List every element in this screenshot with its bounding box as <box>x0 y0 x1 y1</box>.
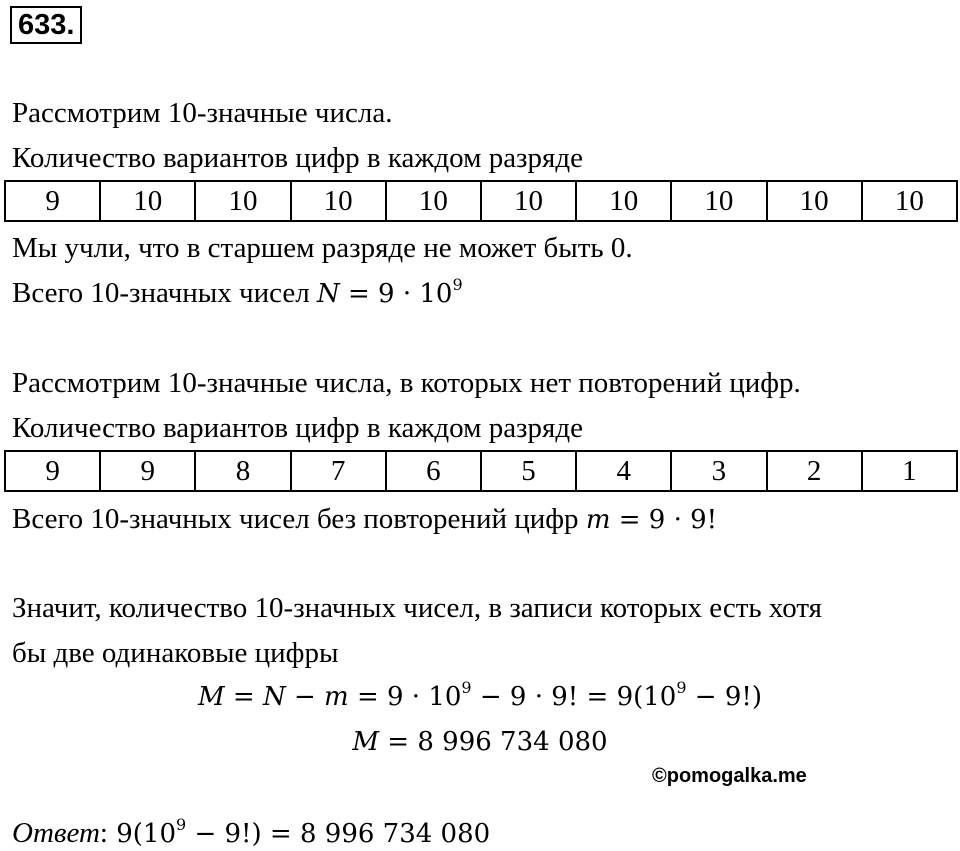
table-cell: 5 <box>481 451 576 491</box>
conclusion-line1: Значит, количество 10-значных чисел, в записи которых есть хотя <box>12 592 822 624</box>
section2-total-text: Всего 10-значных чисел без повторений цифр <box>12 503 579 535</box>
exponent: 9 <box>176 815 187 834</box>
formula-text: = 9 · 9! <box>610 505 718 535</box>
table-cell: 2 <box>767 451 862 491</box>
section1-total-text: Всего 10-значных чисел <box>12 277 310 309</box>
formula-text: = 9 · 10 <box>339 279 453 309</box>
section1-note: Мы учли, что в старшем разряде не может быть 0. <box>12 232 633 264</box>
formula-text: − 9 · 9! = 9(10 <box>471 682 677 712</box>
table-cell: 10 <box>671 181 766 221</box>
table-cell: 1 <box>862 451 957 491</box>
formula-text: = <box>224 682 263 712</box>
formula-text: − <box>285 682 325 712</box>
var-N: N <box>316 279 340 309</box>
answer-label: Ответ <box>12 817 100 849</box>
table-cell: 4 <box>576 451 671 491</box>
table-cell: 6 <box>386 451 481 491</box>
table-cell: 9 <box>5 451 100 491</box>
table-cell: 3 <box>671 451 766 491</box>
section1-intro: Рассмотрим 10-значные числа. <box>12 97 393 129</box>
table-cell: 8 <box>195 451 290 491</box>
table-cell: 10 <box>100 181 195 221</box>
section1-digits-table <box>4 180 958 222</box>
section2-intro: Рассмотрим 10-значные числа, в которых нет повторений цифр. <box>12 367 801 399</box>
exponent: 9 <box>676 678 687 697</box>
table-cell: 9 <box>100 451 195 491</box>
var-N: N <box>262 682 286 712</box>
answer-colon: : <box>99 817 108 849</box>
equation-1 <box>0 680 960 714</box>
formula-text: − 9!) = 8 996 734 080 <box>186 819 491 849</box>
section2-total <box>12 502 717 537</box>
var-m: m <box>585 505 611 535</box>
table-cell: 7 <box>291 451 386 491</box>
watermark: ©pomogalka.me <box>652 765 807 787</box>
table-cell: 10 <box>481 181 576 221</box>
section1-formula <box>316 275 463 309</box>
problem-number: 633. <box>10 6 82 44</box>
answer-formula <box>107 815 491 849</box>
formula-text: = 8 996 734 080 <box>379 727 608 757</box>
section2-digits-table <box>4 450 958 492</box>
table-cell: 10 <box>767 181 862 221</box>
table-cell: 10 <box>195 181 290 221</box>
section2-formula <box>586 505 717 535</box>
table-cell: 9 <box>5 181 100 221</box>
equation-2 <box>0 725 960 759</box>
var-M: M <box>352 727 380 757</box>
section2-variants-label: Количество вариантов цифр в каждом разряде <box>12 412 583 444</box>
formula-text: − 9!) <box>686 682 762 712</box>
exponent: 9 <box>452 275 463 294</box>
section1-variants-label: Количество вариантов цифр в каждом разряде <box>12 142 583 174</box>
conclusion-line2: бы две одинаковые цифры <box>12 637 339 669</box>
table-cell: 10 <box>291 181 386 221</box>
answer-line <box>12 816 490 851</box>
var-M: M <box>198 682 225 712</box>
section1-total <box>12 276 463 311</box>
formula-text: 9(10 <box>107 819 177 849</box>
table-cell: 10 <box>386 181 481 221</box>
var-m: m <box>324 682 349 712</box>
formula-text: = 9 · 10 <box>348 682 462 712</box>
table-cell: 10 <box>862 181 957 221</box>
exponent: 9 <box>461 678 472 697</box>
table-cell: 10 <box>576 181 671 221</box>
